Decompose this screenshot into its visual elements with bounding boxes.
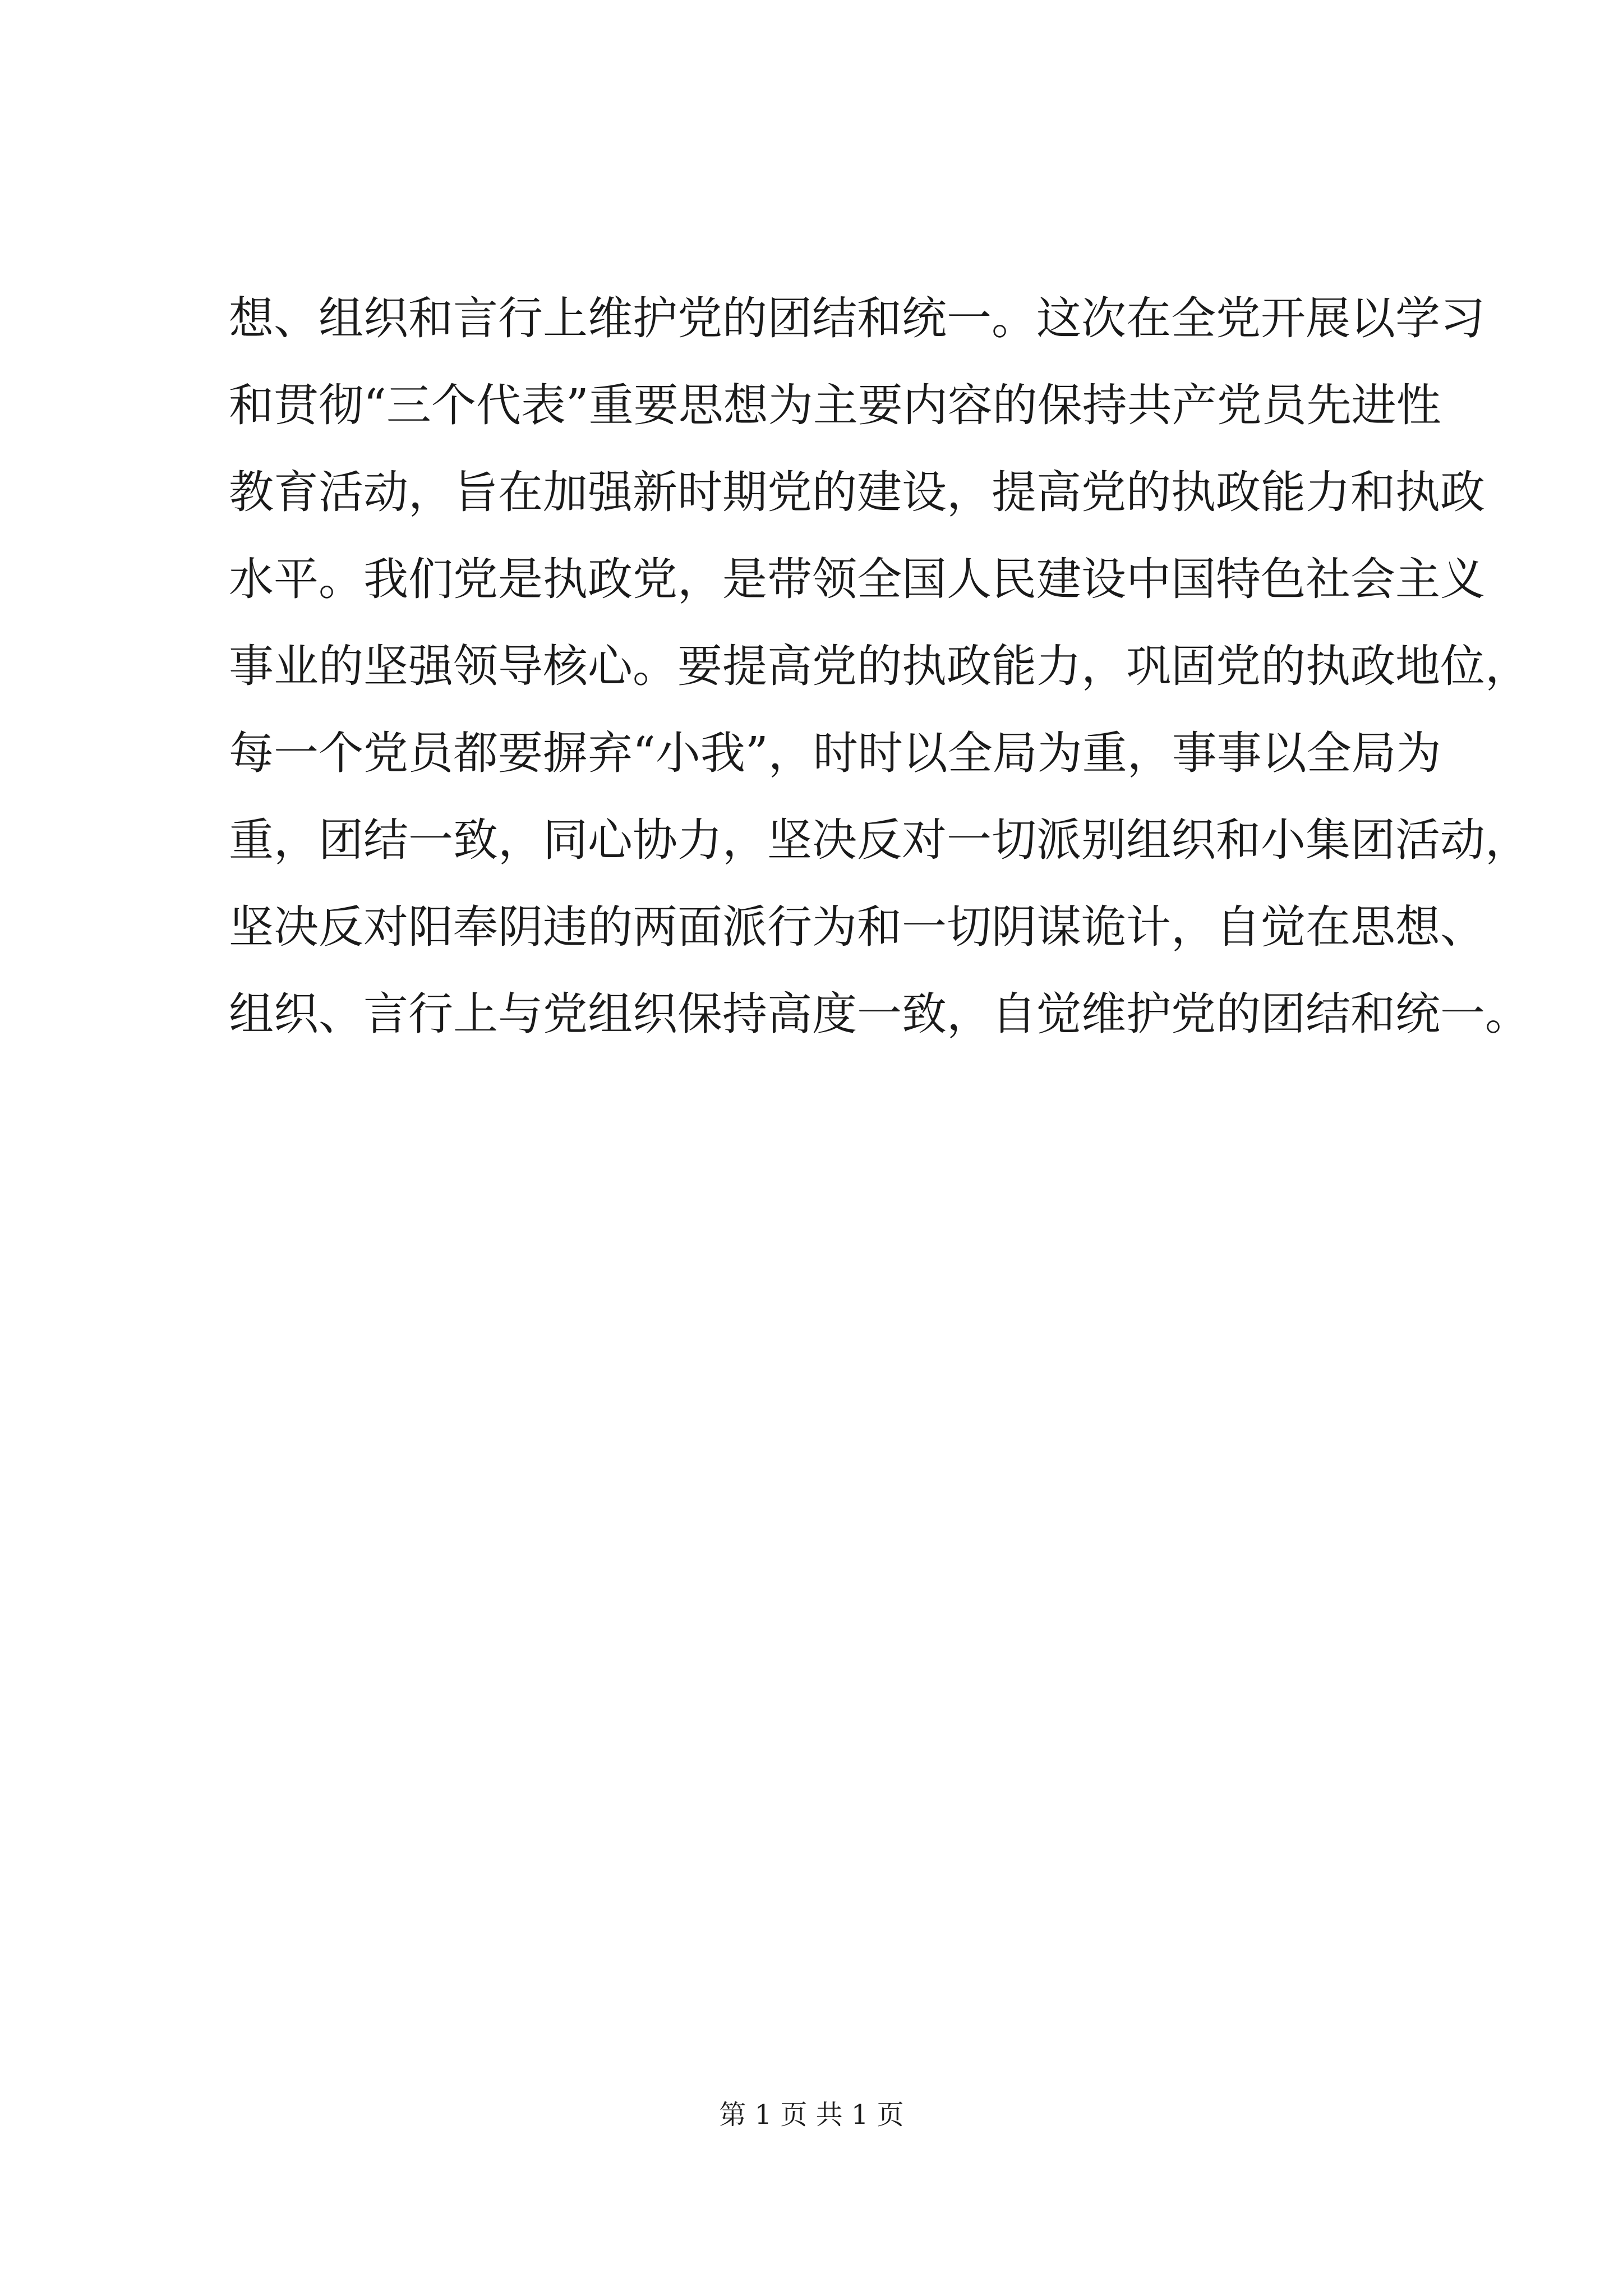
paragraph-line: 每一个党员都要摒弃“小我”，时时以全局为重，事事以全局为 — [229, 727, 1441, 779]
paragraph-line: 重，团结一致，同心协力，坚决反对一切派别组织和小集团活动， — [229, 814, 1530, 866]
paragraph-line: 坚决反对阳奉阴违的两面派行为和一切阴谋诡计，自觉在思想、 — [229, 901, 1485, 953]
paragraph-line: 教育活动，旨在加强新时期党的建设，提高党的执政能力和执政 — [229, 466, 1485, 518]
paragraph-line: 事业的坚强领导核心。要提高党的执政能力，巩固党的执政地位， — [229, 640, 1530, 692]
page-number-label: 第 1 页 共 1 页 — [719, 2099, 904, 2131]
paragraph-line: 想、组织和言行上维护党的团结和统一。这次在全党开展以学习 — [229, 292, 1485, 344]
page-footer — [0, 2095, 1623, 2134]
paragraph-line: 组织、言行上与党组织保持高度一致，自觉维护党的团结和统一。 — [229, 988, 1530, 1040]
paragraph-line: 水平。我们党是执政党，是带领全国人民建设中国特色社会主义 — [229, 553, 1485, 605]
paragraph-line: 和贯彻“三个代表”重要思想为主要内容的保持共产党员先进性 — [229, 379, 1441, 431]
body-paragraph — [229, 275, 1530, 1057]
